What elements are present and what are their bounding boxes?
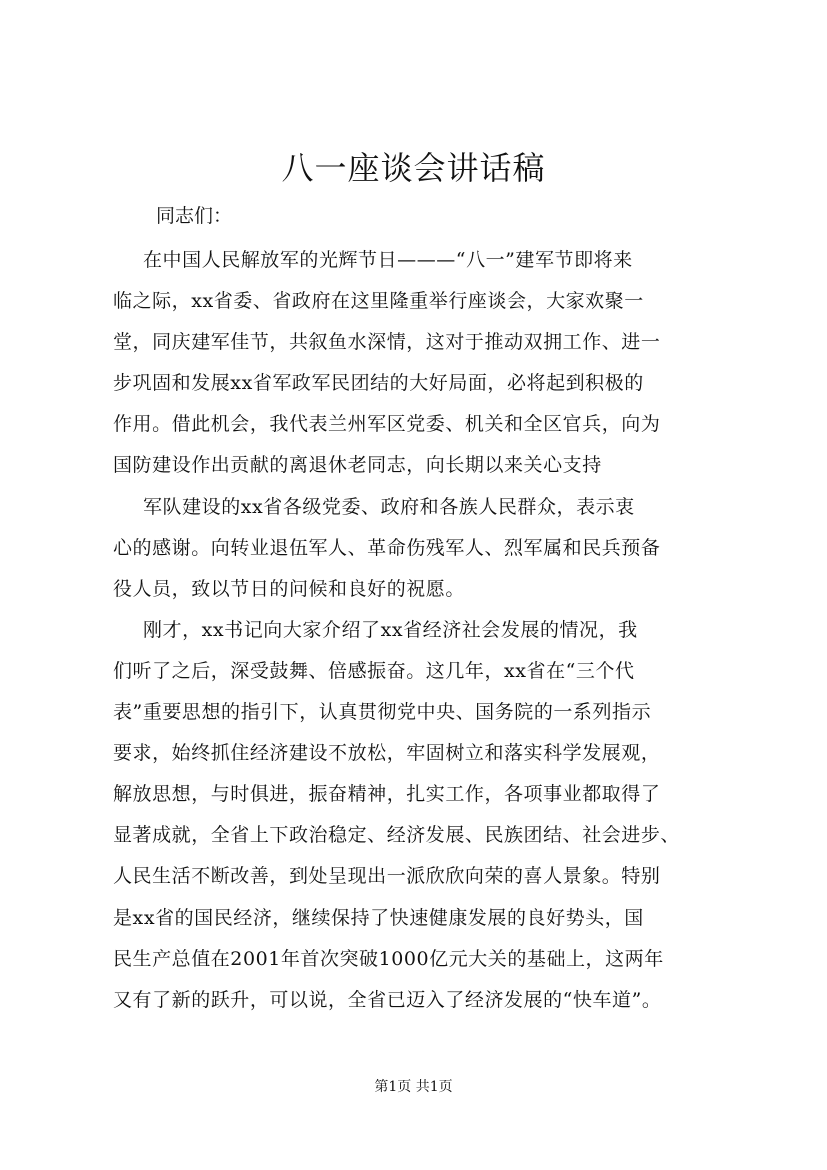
paragraph-line: 国防建设作出贡献的离退休老同志，向长期以来关心支持 <box>113 454 602 477</box>
body-text <box>113 240 725 1021</box>
paragraph-line: 心的感谢。向转业退伍军人、革命伤残军人、烈军属和民兵预备 <box>113 536 661 559</box>
paragraph-line: 表”重要思想的指引下，认真贯彻党中央、国务院的一系列指示 <box>113 701 652 724</box>
paragraph-line: 们听了之后，深受鼓舞、倍感振奋。这几年，xx省在“三个代 <box>113 659 635 682</box>
paragraph-line: 军队建设的xx省各级党委、政府和各族人民群众，表示衷 <box>143 495 635 518</box>
paragraph-line: 民生产总值在2001年首次突破1000亿元大关的基础上，这两年 <box>113 947 664 970</box>
paragraph-line: 役人员，致以节日的问候和良好的祝愿。 <box>113 577 465 600</box>
paragraph-line: 步巩固和发展xx省军政军民团结的大好局面，必将起到积极的 <box>113 372 644 395</box>
page-footer: 第1页 共1页 <box>374 1079 453 1095</box>
paragraph-line: 显著成就，全省上下政治稳定、经济发展、民族团结、社会进步、 <box>113 824 680 847</box>
document-title: 八一座谈会讲话稿 <box>281 149 546 187</box>
paragraph-line: 是xx省的国民经济，继续保持了快速健康发展的良好势头，国 <box>113 906 644 929</box>
paragraph-line: 作用。借此机会，我代表兰州军区党委、机关和全区官兵，向为 <box>113 413 661 436</box>
paragraph-line: 临之际，xx省委、省政府在这里隆重举行座谈会，大家欢聚一 <box>113 290 644 313</box>
paragraph-line: 解放思想，与时俱进，振奋精神，扎实工作，各项事业都取得了 <box>113 783 661 806</box>
paragraph-line: 要求，始终抓住经济建设不放松，牢固树立和落实科学发展观， <box>113 742 661 765</box>
paragraph-line: 又有了新的跃升，可以说，全省已迈入了经济发展的“快车道”。 <box>113 988 662 1011</box>
paragraph-line: 堂，同庆建军佳节，共叙鱼水深情，这对于推动双拥工作、进一 <box>113 331 661 354</box>
salutation: 同志们： <box>156 205 233 227</box>
paragraph-line: 人民生活不断改善，到处呈现出一派欣欣向荣的喜人景象。特别 <box>113 865 661 888</box>
paragraph-line: 刚才，xx书记向大家介绍了xx省经济社会发展的情况，我 <box>143 618 638 641</box>
paragraph-line: 在中国人民解放军的光辉节日———“八一”建军节即将来 <box>143 249 633 271</box>
